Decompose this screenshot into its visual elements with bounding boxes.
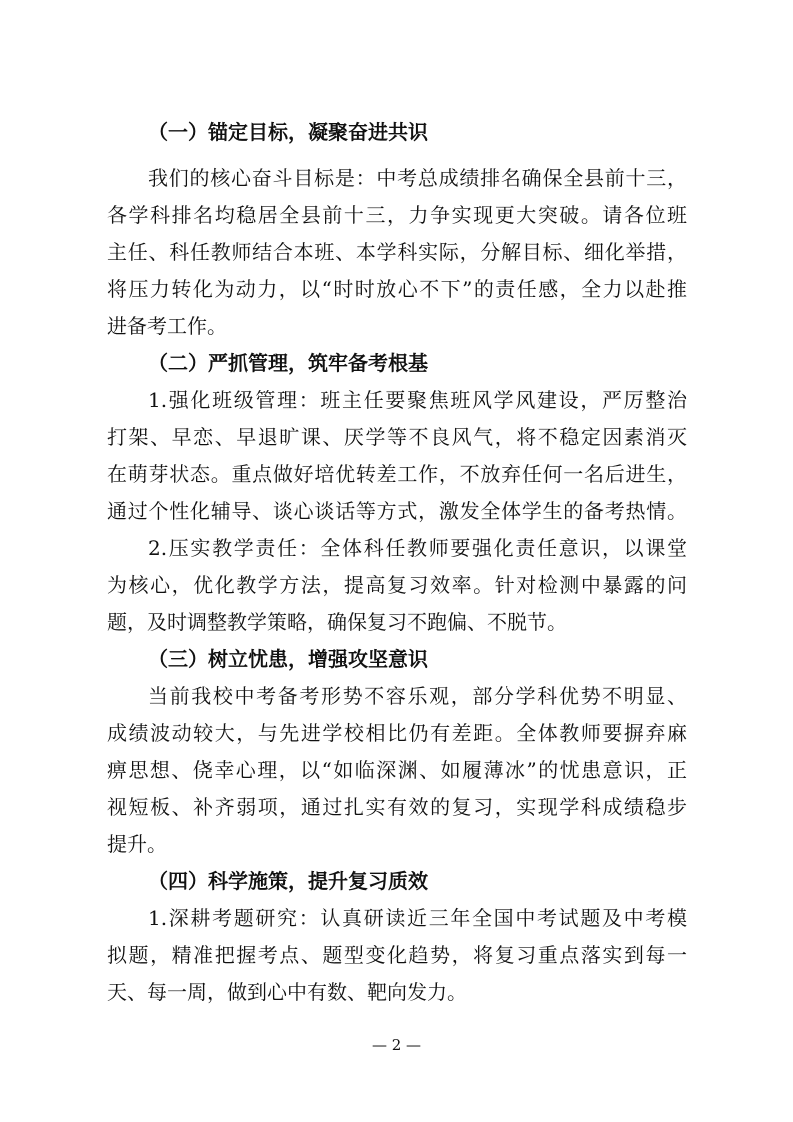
paragraph-line: 1.强化班级管理：班主任要聚焦班风学风建设，严厉整治 [148,388,687,412]
paragraph-line: 提升。 [107,832,167,856]
paragraph-line: 痹思想、侥幸心理，以“如临深渊、如履薄冰”的忧患意识，正 [107,758,687,782]
section-heading-4: （四）科学施策，提升复习质效 [148,869,428,893]
paragraph-line: 进备考工作。 [107,314,227,338]
paragraph-line: 天、每一周，做到心中有数、靶向发力。 [107,980,467,1004]
page-number: — 2 — [371,1036,422,1054]
paragraph-line: 打架、早恋、早退旷课、厌学等不良风气，将不稳定因素消灭 [107,425,687,449]
paragraph-line: 为核心，优化教学方法，提高复习效率。针对检测中暴露的问 [107,573,687,597]
paragraph-line: 成绩波动较大，与先进学校相比仍有差距。全体教师要摒弃麻 [107,721,687,745]
section-heading-3: （三）树立忧患，增强攻坚意识 [148,647,428,671]
paragraph-line: 我们的核心奋斗目标是：中考总成绩排名确保全县前十三， [148,166,687,190]
paragraph-line: 通过个性化辅导、谈心谈话等方式，激发全体学生的备考热情。 [107,499,687,523]
paragraph-line: 题，及时调整教学策略，确保复习不跑偏、不脱节。 [107,610,567,634]
paragraph-line: 2.压实教学责任：全体科任教师要强化责任意识，以课堂 [148,536,687,560]
paragraph-line: 主任、科任教师结合本班、本学科实际，分解目标、细化举措， [107,240,687,264]
section-heading-2: （二）严抓管理，筑牢备考根基 [148,351,428,375]
paragraph-line: 拟题，精准把握考点、题型变化趋势，将复习重点落实到每一 [107,943,687,967]
paragraph-line: 当前我校中考备考形势不容乐观，部分学科优势不明显、 [148,684,687,708]
paragraph-line: 各学科排名均稳居全县前十三，力争实现更大突破。请各位班 [107,203,687,227]
paragraph-line: 在萌芽状态。重点做好培优转差工作，不放弃任何一名后进生， [107,462,687,486]
section-heading-1: （一）锚定目标，凝聚奋进共识 [148,120,428,144]
paragraph-line: 视短板、补齐弱项，通过扎实有效的复习，实现学科成绩稳步 [107,795,687,819]
paragraph-line: 1.深耕考题研究：认真研读近三年全国中考试题及中考模 [148,906,687,930]
paragraph-line: 将压力转化为动力，以“时时放心不下”的责任感，全力以赴推 [107,277,687,301]
